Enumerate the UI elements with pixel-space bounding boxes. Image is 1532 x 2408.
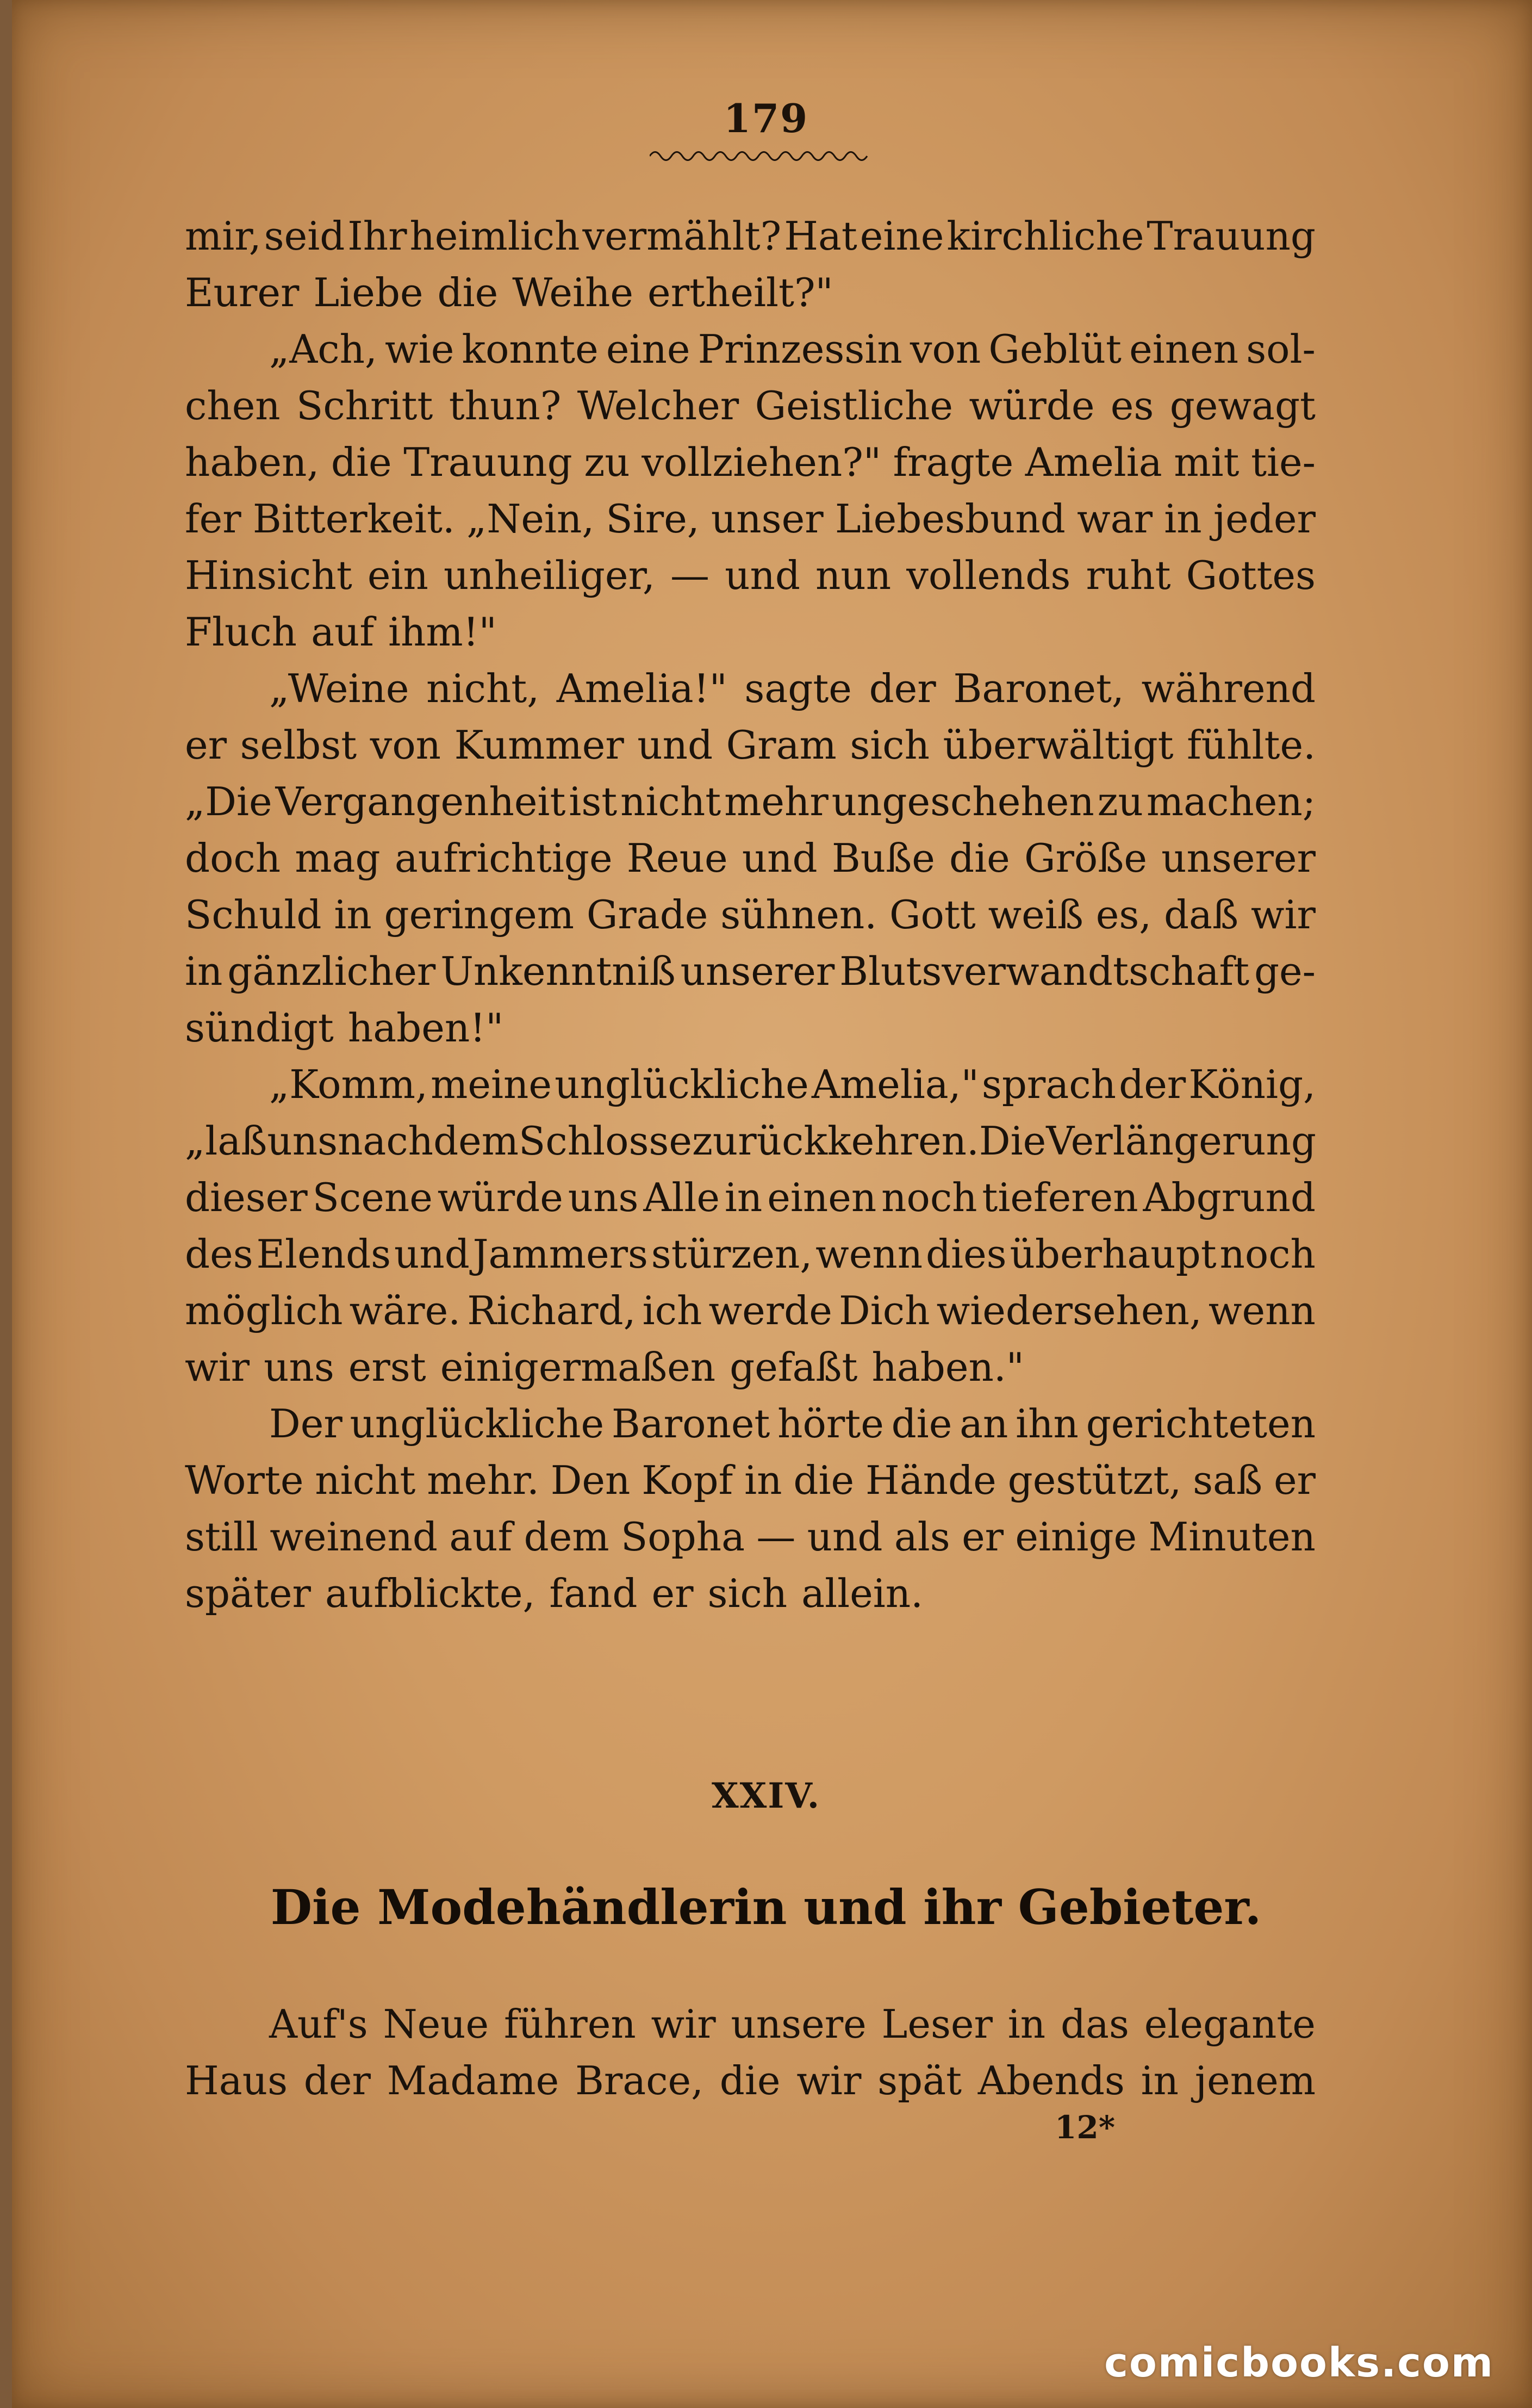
word: thun? bbox=[449, 383, 562, 429]
watermark: comicbooks.com bbox=[1104, 2339, 1494, 2386]
word: eine bbox=[606, 326, 690, 372]
word: dem bbox=[524, 1514, 609, 1560]
word: mir, bbox=[185, 213, 261, 259]
word: er bbox=[962, 1514, 1004, 1560]
word: Verlängerung bbox=[1046, 1118, 1316, 1164]
word: die bbox=[719, 2058, 781, 2103]
word: uns bbox=[264, 1344, 334, 1390]
word: noch bbox=[1219, 1231, 1316, 1277]
word: Gottes bbox=[1186, 553, 1316, 598]
word: Minuten bbox=[1148, 1514, 1316, 1560]
chapter-number: XXIV. bbox=[712, 1776, 820, 1816]
word: Buße bbox=[831, 835, 935, 881]
word: gänzlicher bbox=[227, 948, 436, 994]
text-line bbox=[185, 717, 1316, 773]
text-line bbox=[185, 2052, 1316, 2109]
text-line bbox=[185, 1565, 1316, 1622]
word: Amelia!" bbox=[556, 666, 727, 711]
word: „Komm, bbox=[269, 1062, 428, 1107]
word: an bbox=[960, 1401, 1008, 1447]
word: die bbox=[437, 270, 499, 315]
word: unserer bbox=[680, 948, 835, 994]
word: unglückliche bbox=[350, 1401, 605, 1447]
word: Scene bbox=[312, 1175, 433, 1220]
word: Unkenntniß bbox=[440, 948, 676, 994]
text-line bbox=[185, 943, 1316, 1000]
word: er bbox=[1273, 1457, 1316, 1503]
word: sol- bbox=[1246, 326, 1316, 372]
word: sich bbox=[707, 1571, 788, 1616]
word: Trauung bbox=[1147, 213, 1316, 259]
word: in bbox=[1141, 2058, 1179, 2103]
signature-mark: 12* bbox=[1055, 2109, 1116, 2146]
word: Schlosse bbox=[519, 1118, 692, 1164]
word: der bbox=[869, 666, 936, 711]
text-line bbox=[185, 377, 1316, 434]
word: Kopf bbox=[642, 1457, 733, 1503]
word: Baronet, bbox=[953, 666, 1124, 711]
word: Leser bbox=[881, 2001, 993, 2047]
word: auf bbox=[311, 609, 375, 655]
word: ihn bbox=[1016, 1401, 1079, 1447]
word: jeder bbox=[1213, 496, 1316, 542]
word: unheiliger, bbox=[444, 553, 655, 598]
word: ruht bbox=[1086, 553, 1171, 598]
word: Worte bbox=[185, 1457, 304, 1503]
word: die bbox=[793, 1457, 855, 1503]
word: machen; bbox=[1146, 779, 1316, 824]
word: er bbox=[185, 722, 227, 768]
word: Richard, bbox=[467, 1288, 636, 1333]
word: wir bbox=[651, 2001, 716, 2047]
word: geringem bbox=[384, 892, 575, 938]
word: Auf's bbox=[269, 2001, 368, 2047]
word: selbst bbox=[240, 722, 357, 768]
word: „laß bbox=[185, 1118, 267, 1164]
word: wenn bbox=[815, 1231, 923, 1277]
word: gewagt bbox=[1169, 383, 1316, 429]
word: als bbox=[894, 1514, 950, 1560]
word: Prinzessin bbox=[698, 326, 902, 372]
word: haben." bbox=[871, 1344, 1024, 1390]
word: uns bbox=[267, 1118, 338, 1164]
word: Amelia," bbox=[811, 1062, 979, 1107]
word: still bbox=[185, 1514, 258, 1560]
word: Bitterkeit. bbox=[252, 496, 455, 542]
text-line bbox=[185, 547, 1316, 604]
word: in bbox=[724, 1175, 763, 1220]
word: Geistliche bbox=[755, 383, 953, 429]
word: Abgrund bbox=[1143, 1175, 1316, 1220]
word: überwältigt bbox=[943, 722, 1174, 768]
word: unser bbox=[711, 496, 824, 542]
text-line bbox=[185, 491, 1316, 547]
word: dieser bbox=[185, 1175, 308, 1220]
word: Alle bbox=[643, 1175, 720, 1220]
word: einen bbox=[767, 1175, 877, 1220]
text-line bbox=[185, 1452, 1316, 1509]
word: vollziehen?" bbox=[642, 439, 881, 485]
word: Reue bbox=[626, 835, 728, 881]
word: zu bbox=[1097, 779, 1143, 824]
word: wir bbox=[185, 1344, 250, 1390]
word: heimlich bbox=[409, 213, 580, 259]
word: Sopha bbox=[620, 1514, 745, 1560]
text-line bbox=[185, 321, 1316, 377]
word: Jammers bbox=[472, 1231, 648, 1277]
word: daß bbox=[1163, 892, 1239, 938]
word: dies bbox=[925, 1231, 1007, 1277]
word: Hände bbox=[865, 1457, 997, 1503]
word: uns bbox=[568, 1175, 639, 1220]
word: und bbox=[394, 1231, 470, 1277]
word: Liebe bbox=[313, 270, 424, 315]
word: wir bbox=[796, 2058, 862, 2103]
word: haben!" bbox=[347, 1005, 504, 1051]
word: einigermaßen bbox=[440, 1344, 716, 1390]
word: einige bbox=[1015, 1514, 1137, 1560]
word: zu bbox=[584, 439, 630, 485]
word: in bbox=[1007, 2001, 1046, 2047]
word: führen bbox=[503, 2001, 636, 2047]
word: und bbox=[807, 1514, 883, 1560]
word: er bbox=[651, 1571, 694, 1616]
text-line bbox=[185, 660, 1316, 717]
word: Elends bbox=[256, 1231, 391, 1277]
text-line bbox=[185, 208, 1316, 264]
word: fand bbox=[549, 1571, 638, 1616]
text-line bbox=[185, 1000, 1316, 1056]
text-line bbox=[185, 1113, 1316, 1169]
word: Liebesbund bbox=[834, 496, 1066, 542]
page-number-ornament bbox=[650, 148, 873, 164]
word: Haus bbox=[185, 2058, 288, 2103]
word: „Die bbox=[185, 779, 272, 824]
word: haben, bbox=[185, 439, 320, 485]
word: tieferen bbox=[982, 1175, 1138, 1220]
word: die bbox=[331, 439, 392, 485]
word: hörte bbox=[777, 1401, 884, 1447]
word: Fluch bbox=[185, 609, 297, 655]
word: Eurer bbox=[185, 270, 300, 315]
word: des bbox=[185, 1231, 253, 1277]
word: Hat bbox=[784, 213, 857, 259]
word: in bbox=[744, 1457, 782, 1503]
word: die bbox=[891, 1401, 952, 1447]
word: vermählt? bbox=[582, 213, 782, 259]
word: kirchliche bbox=[946, 213, 1144, 259]
word: fer bbox=[185, 496, 241, 542]
page-number: 179 bbox=[723, 95, 809, 141]
word: Gott bbox=[889, 892, 976, 938]
word: ge- bbox=[1254, 948, 1316, 994]
word: in bbox=[1164, 496, 1202, 542]
word: auf bbox=[449, 1514, 513, 1560]
word: der bbox=[1119, 1062, 1186, 1107]
text-line bbox=[185, 1395, 1316, 1452]
word: möglich bbox=[185, 1288, 343, 1333]
word: saß bbox=[1193, 1457, 1263, 1503]
word: mag bbox=[295, 835, 381, 881]
word: und bbox=[637, 722, 713, 768]
word: stürzen, bbox=[651, 1231, 813, 1277]
word: würde bbox=[969, 383, 1095, 429]
word: aufrichtige bbox=[394, 835, 613, 881]
word: „Ach, bbox=[269, 326, 377, 372]
word: ist bbox=[569, 779, 618, 824]
chapter-text bbox=[185, 1996, 1316, 2109]
word: Neue bbox=[383, 2001, 489, 2047]
word: werde bbox=[708, 1288, 832, 1333]
word: gestützt, bbox=[1007, 1457, 1182, 1503]
word: Dich bbox=[839, 1288, 930, 1333]
chapter-title: Die Modehändlerin und ihr Gebieter. bbox=[270, 1879, 1262, 1935]
word: wir bbox=[1250, 892, 1316, 938]
word: Den bbox=[550, 1457, 631, 1503]
word: nach bbox=[338, 1118, 434, 1164]
body-text bbox=[185, 208, 1316, 1622]
word: Ihr bbox=[347, 213, 407, 259]
word: ein bbox=[367, 553, 428, 598]
word: Kummer bbox=[454, 722, 624, 768]
text-line bbox=[185, 773, 1316, 830]
word: unsere bbox=[731, 2001, 867, 2047]
word: Trauung bbox=[403, 439, 572, 485]
word: seid bbox=[264, 213, 345, 259]
word: nicht, bbox=[426, 666, 540, 711]
word: unserer bbox=[1161, 835, 1316, 881]
word: fragte bbox=[893, 439, 1014, 485]
word: Blutsverwandtschaft bbox=[839, 948, 1250, 994]
word: sündigt bbox=[185, 1005, 334, 1051]
word: spät bbox=[877, 2058, 962, 2103]
word: Brace, bbox=[575, 2058, 704, 2103]
word: „Nein, bbox=[466, 496, 595, 542]
word: Größe bbox=[1024, 835, 1147, 881]
word: ertheilt?" bbox=[647, 270, 833, 315]
word: weiß bbox=[988, 892, 1083, 938]
text-line bbox=[185, 1226, 1316, 1282]
word: wie bbox=[385, 326, 454, 372]
word: fühlte. bbox=[1187, 722, 1316, 768]
word: mit bbox=[1174, 439, 1240, 485]
text-line bbox=[185, 886, 1316, 943]
word: Sire, bbox=[606, 496, 700, 542]
text-line bbox=[185, 1169, 1316, 1226]
text-line bbox=[185, 1056, 1316, 1113]
word: zurückkehren. bbox=[692, 1118, 979, 1164]
word: die bbox=[949, 835, 1010, 881]
word: elegante bbox=[1144, 2001, 1316, 2047]
word: von bbox=[910, 326, 981, 372]
word: sprach bbox=[981, 1062, 1116, 1107]
word: ich bbox=[642, 1288, 702, 1333]
text-line bbox=[185, 264, 1316, 321]
text-line bbox=[185, 434, 1316, 491]
word: jenem bbox=[1194, 2058, 1316, 2103]
word: eine bbox=[860, 213, 944, 259]
text-line bbox=[185, 604, 1316, 660]
word: unglückliche bbox=[555, 1062, 809, 1107]
word: überhaupt bbox=[1010, 1231, 1217, 1277]
word: allein. bbox=[801, 1571, 924, 1616]
word: Die bbox=[979, 1118, 1047, 1164]
word: Schuld bbox=[185, 892, 322, 938]
word: chen bbox=[185, 383, 281, 429]
word: der bbox=[303, 2058, 371, 2103]
word: wäre. bbox=[349, 1288, 461, 1333]
word: Gram bbox=[726, 722, 837, 768]
word: doch bbox=[185, 835, 281, 881]
word: dem bbox=[433, 1118, 519, 1164]
word: mehr. bbox=[427, 1457, 539, 1503]
word: das bbox=[1060, 2001, 1129, 2047]
word: war bbox=[1077, 496, 1153, 542]
word: von bbox=[370, 722, 441, 768]
word: Abends bbox=[977, 2058, 1125, 2103]
word: wenn bbox=[1208, 1288, 1316, 1333]
text-line bbox=[185, 1996, 1316, 2052]
word: Schritt bbox=[296, 383, 433, 429]
word: nicht bbox=[620, 779, 721, 824]
word: ungeschehen bbox=[831, 779, 1094, 824]
word: — bbox=[670, 553, 709, 598]
word: nicht bbox=[315, 1457, 416, 1503]
word: Madame bbox=[387, 2058, 559, 2103]
word: Grade bbox=[586, 892, 708, 938]
word: wiedersehen, bbox=[936, 1288, 1202, 1333]
word: später bbox=[185, 1571, 311, 1616]
text-line bbox=[185, 1509, 1316, 1565]
word: mehr bbox=[724, 779, 829, 824]
word: sühnen. bbox=[720, 892, 877, 938]
word: sagte bbox=[744, 666, 852, 711]
word: konnte bbox=[462, 326, 599, 372]
word: würde bbox=[437, 1175, 563, 1220]
word: Der bbox=[269, 1401, 342, 1447]
word: — bbox=[756, 1514, 796, 1560]
word: Welcher bbox=[577, 383, 739, 429]
word: vollends bbox=[906, 553, 1071, 598]
word: weinend bbox=[270, 1514, 438, 1560]
word: während bbox=[1141, 666, 1316, 711]
word: es, bbox=[1095, 892, 1152, 938]
word: gerichteten bbox=[1086, 1401, 1316, 1447]
word: ihm!" bbox=[388, 609, 497, 655]
word: meine bbox=[431, 1062, 552, 1107]
word: nun bbox=[815, 553, 892, 598]
word: und bbox=[742, 835, 818, 881]
word: es bbox=[1110, 383, 1154, 429]
word: gefaßt bbox=[730, 1344, 858, 1390]
word: Baronet bbox=[611, 1401, 770, 1447]
word: einen bbox=[1129, 326, 1239, 372]
word: Vergangenheit bbox=[275, 779, 566, 824]
word: Hinsicht bbox=[185, 553, 352, 598]
word: Weihe bbox=[512, 270, 634, 315]
text-line bbox=[185, 1282, 1316, 1339]
word: erst bbox=[348, 1344, 426, 1390]
word: Geblüt bbox=[988, 326, 1122, 372]
word: König, bbox=[1188, 1062, 1316, 1107]
word: in bbox=[185, 948, 223, 994]
word: aufblickte, bbox=[325, 1571, 535, 1616]
text-line bbox=[185, 830, 1316, 886]
text-line bbox=[185, 1339, 1316, 1395]
word: noch bbox=[881, 1175, 977, 1220]
word: tie- bbox=[1251, 439, 1316, 485]
word: Amelia bbox=[1025, 439, 1162, 485]
word: sich bbox=[850, 722, 930, 768]
word: und bbox=[725, 553, 800, 598]
word: „Weine bbox=[269, 666, 409, 711]
word: in bbox=[334, 892, 372, 938]
